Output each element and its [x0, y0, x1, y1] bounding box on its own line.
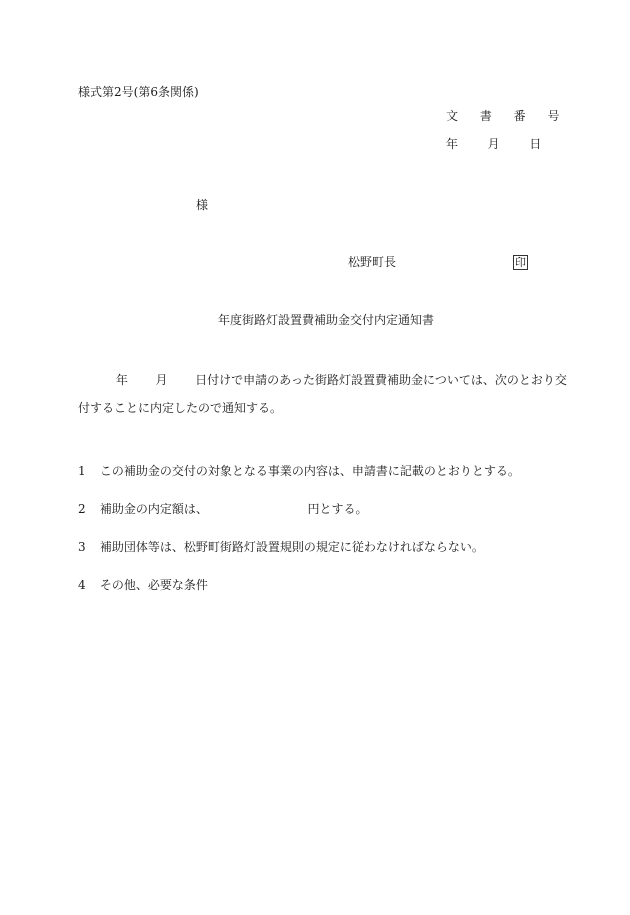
- seal-label: 印: [515, 256, 526, 269]
- date-month-label: 月: [487, 137, 500, 151]
- condition-text: 補助団体等は、松野町街路灯設置規則の規定に従わなければならない。: [99, 540, 484, 554]
- document-title: 年度街路灯設置費補助金交付内定通知書: [218, 313, 435, 327]
- date-line: [446, 138, 541, 150]
- seal-mark: [513, 255, 528, 270]
- body-paragraph: [78, 366, 567, 422]
- recipient-suffix: 様: [196, 198, 209, 212]
- body-line-1: [78, 366, 567, 394]
- condition-item-2: [78, 500, 368, 517]
- condition-number: 4: [78, 578, 86, 592]
- condition-number: 3: [78, 540, 86, 554]
- condition-item-1: [78, 462, 520, 479]
- date-year-label: 年: [446, 137, 459, 151]
- condition-item-4: [78, 576, 208, 593]
- issuer-name: 松野町長: [348, 255, 397, 269]
- body-line-1-text: 日付けで申請のあった街路灯設置費補助金については、次のとおり交: [195, 373, 567, 387]
- condition-text: この補助金の交付の対象となる事業の内容は、申請書に記載のとおりとする。: [99, 464, 520, 478]
- condition-text-after: 円とする。: [307, 502, 368, 516]
- condition-text-before: 補助金の内定額は、: [99, 502, 208, 516]
- body-line-2: 付することに内定したので通知する。: [78, 401, 283, 415]
- condition-number: 1: [78, 464, 86, 478]
- date-day-label: 日: [529, 137, 542, 151]
- condition-item-3: [78, 538, 484, 555]
- document-number-label: 文 書 番 号: [446, 109, 569, 123]
- condition-text: その他、必要な条件: [99, 578, 208, 592]
- body-month-label: 月: [155, 373, 168, 387]
- body-year-label: 年: [115, 373, 128, 387]
- condition-number: 2: [78, 502, 86, 516]
- form-label: 様式第2号(第6条関係): [78, 85, 199, 99]
